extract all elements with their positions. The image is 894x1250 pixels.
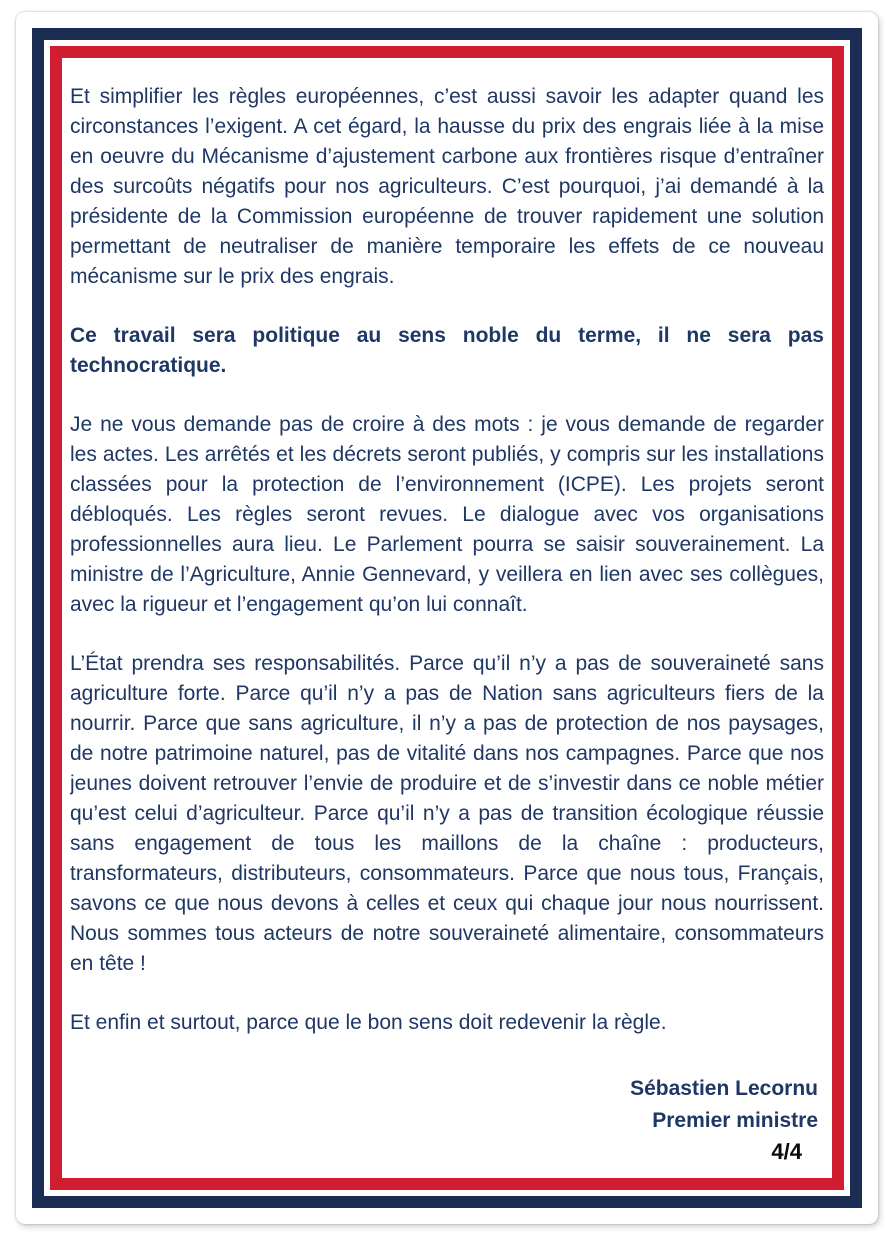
paragraph-europe-rules: Et simplifier les règles européennes, c’est aussi savoir les adapter quand les circonstances l’exigent. A cet égard, la hausse du prix des engrais liée à la mise en oeuvre du Mécanisme d’ajustement carbone aux frontières risque d’entraîner des surcoûts négatifs pour nos agriculteurs. C’est pourquoi, j’ai demandé à la présidente de la Commission européenne de trouver rapidement une solution permettant de neutraliser de manière temporaire les effets de ce nouveau mécanisme sur le prix des engrais. bbox=[70, 85, 824, 288]
paragraph-common-sense: Et enfin et surtout, parce que le bon sens doit redevenir la règle. bbox=[70, 1011, 667, 1034]
page-number: 4/4 bbox=[771, 1139, 802, 1164]
signature-name: Sébastien Lecornu bbox=[630, 1077, 818, 1100]
letter-content bbox=[70, 82, 824, 1166]
tricolor-frame-red bbox=[50, 46, 844, 1190]
tricolor-frame-navy bbox=[32, 28, 862, 1208]
signature-block bbox=[70, 1073, 824, 1137]
signature-title: Premier ministre bbox=[652, 1109, 818, 1132]
paragraph-state-responsibilities: L’État prendra ses responsabilités. Parce qu’il n’y a pas de souveraineté sans agriculture forte. Parce qu’il n’y a pas de Nation sans agriculteurs fiers de la nourrir. Parce que sans agriculture, il n’y a pas de protection de nos paysages, de notre patrimoine naturel, pas de vitalité dans nos campagnes. Parce que nos jeunes doivent retrouver l’envie de produire et de s’investir dans ce noble métier qu’est celui d’agriculteur. Parce qu’il n’y a pas de transition écologique réussie sans engagement de tous les maillons de la chaîne : producteurs, transformateurs, distributeurs, consommateurs. Parce que nous tous, Français, savons ce que nous devons à celles et ceux qui chaque jour nous nourrissent. Nous sommes tous acteurs de notre souveraineté alimentaire, consommateurs en tête ! bbox=[70, 652, 824, 975]
paragraph-political-statement: Ce travail sera politique au sens noble du terme, il ne sera pas technocratique. bbox=[70, 324, 824, 377]
letter-page bbox=[16, 12, 878, 1224]
paragraph-acts-not-words: Je ne vous demande pas de croire à des mots : je vous demande de regarder les actes. Les arrêtés et les décrets seront publiés, y compris sur les installations classées pour la protection de l’environnement (ICPE). Les projets seront débloqués. Les règles seront revues. Le dialogue avec vos organisations professionnelles aura lieu. Le Parlement pourra se saisir souverainement. La ministre de l’Agriculture, Annie Gennevard, y veillera en lien avec ses collègues, avec la rigueur et l’engagement qu’on lui connaît. bbox=[70, 413, 824, 616]
